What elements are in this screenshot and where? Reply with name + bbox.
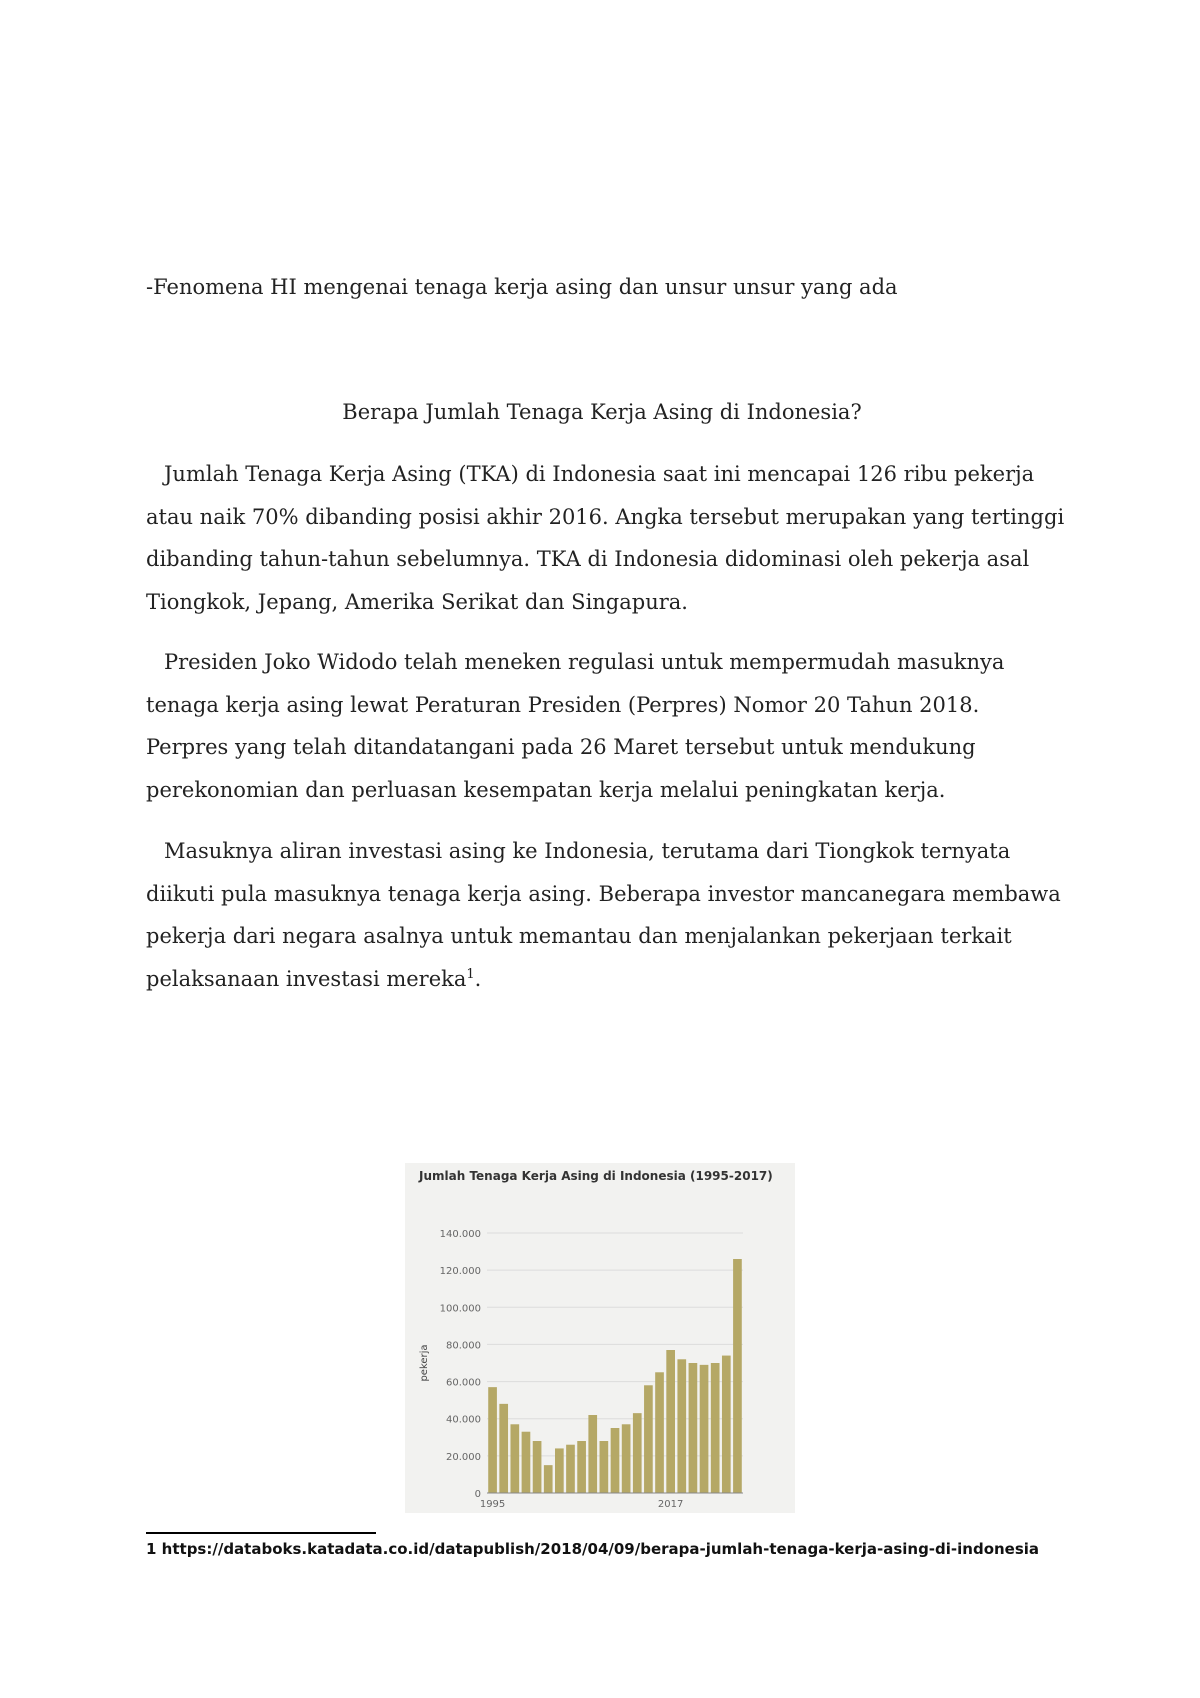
y-tick-label: 60.000 (446, 1377, 481, 1389)
bar-1995 (488, 1387, 497, 1493)
footnote (146, 1540, 1039, 1558)
footnote-url[interactable]: https://databoks.katadata.co.id/datapublish/2018/04/09/berapa-jumlah-tenaga-kerja-asing-di-indonesia (161, 1540, 1040, 1558)
paragraph-1-text: Jumlah Tenaga Kerja Asing (TKA) di Indonesia saat ini mencapai 126 ribu pekerja atau naik 70% dibanding posisi akhir 2016. Angka tersebut merupakan yang tertinggi dibanding tahun-tahun sebelumnya. TKA di Indonesia didominasi oleh pekerja asal Tiongkok, Jepang, Amerika Serikat dan Singapura. (146, 462, 1065, 614)
x-tick-label: 2017 (657, 1499, 684, 1510)
article-title: Berapa Jumlah Tenaga Kerja Asing di Indonesia? (342, 400, 862, 424)
paragraph-2-text: Presiden Joko Widodo telah meneken regulasi untuk mempermudah masuknya tenaga kerja asing lewat Peraturan Presiden (Perpres) Nomor 20 Tahun 2018. Perpres yang telah ditandatangani pada 26 Maret tersebut untuk mendukung perekonomian dan perluasan kesempatan kerja melalui peningkatan kerja. (146, 650, 1005, 802)
bar-2007 (622, 1424, 631, 1493)
bar-2013 (689, 1363, 698, 1493)
bar-2005 (600, 1441, 609, 1493)
bar-1999 (533, 1441, 542, 1493)
y-tick-label: 140.000 (439, 1229, 481, 1240)
bar-2011 (666, 1350, 675, 1493)
y-tick-label: 80.000 (446, 1340, 481, 1352)
topic-line: -Fenomena HI mengenai tenaga kerja asing dan unsur unsur yang ada (146, 275, 898, 299)
bar-2012 (677, 1359, 686, 1493)
paragraph-3-text: Masuknya aliran investasi asing ke Indonesia, terutama dari Tiongkok ternyata diikuti pula masuknya tenaga kerja asing. Beberapa investor mancanegara membawa pekerja dari negara asalnya untuk memantau dan menjalankan pekerjaan terkait pelaksanaan investasi mereka (146, 839, 1061, 991)
bar-2010 (655, 1372, 664, 1493)
footnote-reference[interactable]: 1 (466, 966, 475, 982)
y-tick-label: 100.000 (439, 1303, 481, 1315)
y-tick-label: 0 (474, 1489, 481, 1500)
bar-2016 (722, 1356, 731, 1493)
bar-1996 (499, 1404, 508, 1493)
bar-2014 (700, 1365, 709, 1493)
bar-2017 (733, 1259, 742, 1493)
bar-2015 (711, 1363, 720, 1493)
bar-2004 (588, 1415, 597, 1493)
bar-2002 (566, 1445, 575, 1493)
y-tick-label: 120.000 (439, 1266, 481, 1278)
y-tick-label: 20.000 (446, 1451, 481, 1463)
x-tick-label: 1995 (479, 1499, 506, 1510)
footnote-number: 1 (146, 1540, 157, 1558)
y-axis-label: pekerja (419, 1344, 430, 1382)
y-tick-label: 40.000 (446, 1414, 481, 1426)
paragraph-3: Masuknya aliran investasi asing ke Indonesia, terutama dari Tiongkok ternyata diikuti pula masuknya tenaga kerja asing. Beberapa investor mancanegara membawa pekerja dari negara asalnya untuk memantau dan menjalankan pekerjaan terkait pelaksanaan investasi mereka$^1$. (146, 839, 1061, 991)
bar-2006 (611, 1428, 620, 1493)
paragraph-1 (146, 453, 1066, 623)
bar-1997 (510, 1424, 519, 1493)
chart-title: Jumlah Tenaga Kerja Asing di Indonesia (1995-2017) (419, 1169, 773, 1183)
bar-2009 (644, 1385, 653, 1493)
bar-2008 (633, 1413, 642, 1493)
chart-figure (405, 1163, 795, 1513)
bar-1998 (522, 1432, 531, 1493)
bar-chart (405, 1163, 795, 1513)
bar-2000 (544, 1465, 553, 1493)
footnote-separator (146, 1532, 376, 1534)
bar-2003 (577, 1441, 586, 1493)
paragraph-2 (146, 641, 1066, 811)
bar-2001 (555, 1448, 564, 1493)
